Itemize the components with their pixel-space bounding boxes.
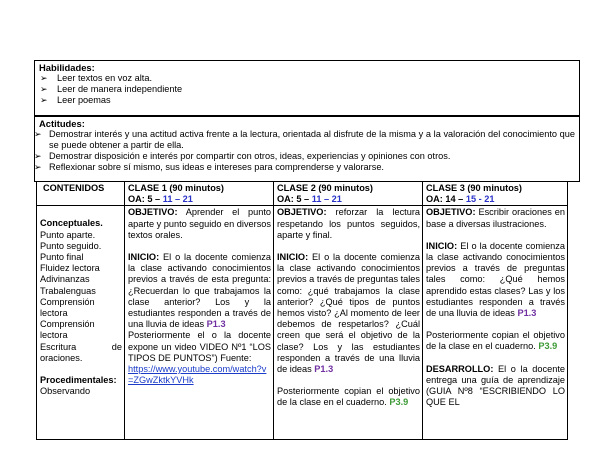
clase2-posteriormente: Posteriormente copian el objetivo de la clase en el cuaderno. P3.9: [277, 386, 420, 408]
actitud-item: ➢ Demostrar interés y una actitud activa frente a la lectura, orientada al disfrute de la misma y a la valoración del conocimiento que se puede obtener a partir de ella.: [34, 129, 575, 150]
clase2-header: CLASE 2 (90 minutos) OA: 5 – 11 – 21: [274, 182, 423, 206]
bullet-arrow-icon: ➢: [40, 73, 48, 83]
lesson-plan-table: [36, 181, 568, 440]
bullet-arrow-icon: ➢: [40, 95, 48, 105]
contenido-item: Observando: [40, 386, 91, 397]
table-header-row: [37, 182, 568, 206]
bullet-arrow-icon: ➢: [34, 162, 42, 172]
contenido-item: Escritura de: [40, 341, 122, 352]
contenido-item: oraciones.: [40, 352, 83, 363]
actitud-item: ➢ Reflexionar sobre sí mismo, sus ideas e intereses para comprenderse y valorarse.: [34, 162, 384, 172]
conceptuales-title: Conceptuales.: [40, 218, 103, 229]
contenido-item: Punto aparte.: [40, 229, 96, 240]
clase1-posteriormente: Posteriormente el o la docente expone un video VIDEO Nº1 “LOS TIPOS DE PUNTOS”) Fuente:: [128, 330, 271, 363]
contenidos-cell: [37, 206, 125, 440]
habilidades-box: [34, 60, 580, 116]
bullet-arrow-icon: ➢: [34, 151, 42, 161]
clase3-header: CLASE 3 (90 minutos) OA: 14 – 15 - 21: [423, 182, 568, 206]
clase3-desarrollo: DESARROLLO: El o la docente entrega una guía de aprendizaje (GUIA Nº8 “ESCRIBIENDO LO QUE EL: [426, 363, 565, 408]
clase2-objetivo: OBJETIVO: reforzar la lectura respetando los puntos seguidos, aparte y final.: [277, 207, 420, 240]
clase3-cell: [423, 206, 568, 440]
procedimentales-title: Procedimentales:: [40, 375, 117, 386]
actitudes-title: Actitudes:: [39, 118, 85, 129]
contenido-item: Punto seguido.: [40, 240, 102, 251]
actitud-item: ➢ Demostrar disposición e interés por compartir con otros, ideas, experiencias y opiniones con otros.: [34, 151, 451, 161]
habilidad-item: ➢ Leer textos en voz alta.: [40, 73, 152, 83]
actitudes-box: [34, 116, 580, 182]
bullet-arrow-icon: ➢: [40, 84, 48, 94]
habilidad-item: ➢ Leer de manera independiente: [40, 84, 183, 94]
clase3-inicio: INICIO: El o la docente comienza la clase activando conocimientos previos a través de preguntas tales como: ¿Qué hemos aprendido estas clases? Las y los estudiantes responden a través de una lluvia de ideas P1.3: [426, 240, 565, 319]
contenido-item: Trabalenguas: [40, 285, 96, 296]
clase1-cell: [125, 206, 274, 440]
habilidad-item: ➢ Leer poemas: [40, 95, 111, 105]
habilidades-title: Habilidades:: [39, 62, 95, 73]
table-body-row: [37, 206, 568, 440]
clase3-posteriormente: Posteriormente copian el objetivo de la clase en el cuaderno. P3.9: [426, 330, 565, 352]
clase1-inicio: INICIO: El o la docente comienza la clase activando conocimientos previos a través de esta pregunta: ¿Recuerdan lo que trabajamos la clase anterior? Los y la estudiantes responden a través de una lluvia de ideas P1.3: [128, 252, 271, 330]
clase2-cell: [274, 206, 423, 440]
clase1-objetivo: OBJETIVO: Aprender el punto aparte y punto seguido en diversos textos orales.: [128, 207, 272, 240]
video-link[interactable]: https://www.youtube.com/watch?v=ZGwZktkYVHk: [128, 364, 267, 386]
contenido-item: Punto final: [40, 252, 84, 263]
clase1-header: CLASE 1 (90 minutos) OA: 5 – 11 – 21: [125, 182, 274, 206]
contenido-item: Comprensión lectora: [40, 319, 95, 341]
clase3-objetivo: OBJETIVO: Escribir oraciones en base a diversas ilustraciones.: [426, 207, 565, 229]
contenidos-header: CONTENIDOS: [37, 182, 125, 206]
contenido-item: Adivinanzas: [40, 274, 90, 285]
contenido-item: Comprensión lectora: [40, 296, 95, 319]
contenido-item: Fluidez lectora: [40, 263, 100, 274]
clase2-inicio: INICIO: El o la docente comienza la clase activando conocimientos previos a través de preguntas tales como: ¿qué trabajamos la clase anterior? ¿Qué tipos de puntos hemos visto? ¿Al momento de leer debemos de respetarlos? ¿Cuál creen que será el objetivo de la clase? Los y las estudiantes responden a través de una lluvia de ideas P1.3: [277, 252, 420, 375]
bullet-arrow-icon: ➢: [34, 129, 42, 139]
